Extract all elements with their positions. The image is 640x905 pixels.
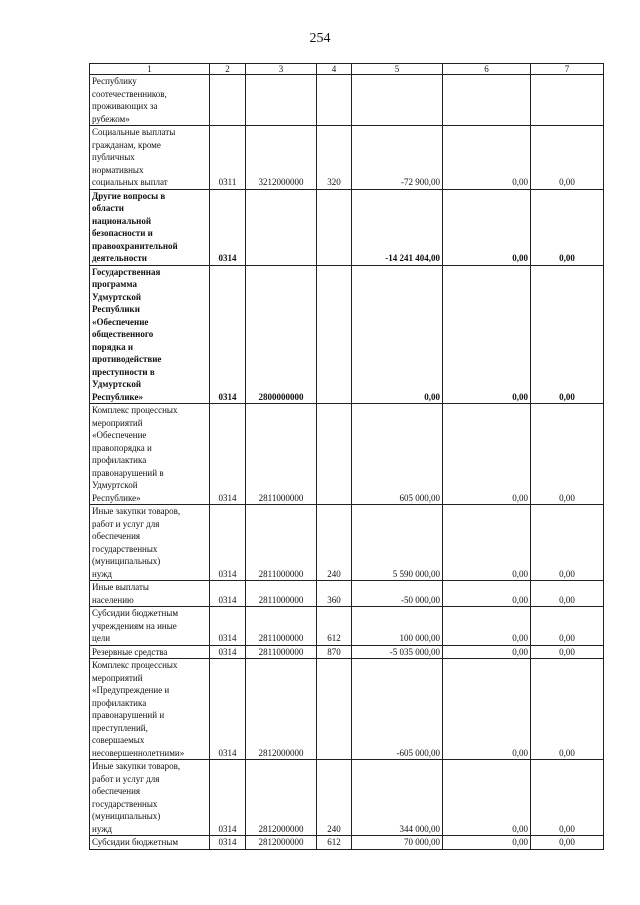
row-sum-col7: 0,00 [531,265,604,404]
row-target-article [246,75,317,126]
row-target-article: 2812000000 [246,659,317,760]
page-number: 254 [309,31,331,46]
row-sum-col7: 0,00 [531,404,604,505]
row-sum-col5: 344 000,00 [352,760,443,836]
row-name: Комплекс процессных мероприятий «Предупреждение и профилактика правонарушений и преступлений, совершаемых несовершеннолетними» [90,659,210,760]
row-target-article: 2800000000 [246,265,317,404]
table-row [90,404,604,505]
row-section-code [210,75,246,126]
row-section-code: 0314 [210,265,246,404]
row-target-article: 2811000000 [246,607,317,646]
row-expense-type [317,75,352,126]
row-sum-col5: 0,00 [352,265,443,404]
row-name: Комплекс процессных мероприятий «Обеспечение правопорядка и профилактика правонарушений в Удмуртской Республике» [90,404,210,505]
table-row [90,505,604,581]
row-sum-col5: 100 000,00 [352,607,443,646]
table-row [90,75,604,126]
row-expense-type [317,189,352,265]
table-row [90,659,604,760]
table-row [90,607,604,646]
row-sum-col7: 0,00 [531,126,604,190]
row-target-article: 2811000000 [246,404,317,505]
table-row [90,265,604,404]
row-sum-col5: -605 000,00 [352,659,443,760]
row-sum-col6: 0,00 [443,505,531,581]
row-expense-type: 612 [317,836,352,850]
row-sum-col6: 0,00 [443,404,531,505]
row-sum-col6: 0,00 [443,836,531,850]
row-target-article: 2812000000 [246,836,317,850]
row-sum-col5: -72 900,00 [352,126,443,190]
table-body [90,75,604,850]
row-expense-type [317,265,352,404]
row-sum-col6: 0,00 [443,265,531,404]
row-sum-col5: -50 000,00 [352,581,443,607]
row-sum-col7: 0,00 [531,607,604,646]
row-sum-col7: 0,00 [531,505,604,581]
row-target-article: 2811000000 [246,505,317,581]
row-sum-col5: -14 241 404,00 [352,189,443,265]
row-expense-type: 870 [317,645,352,659]
row-sum-col6: 0,00 [443,645,531,659]
table-row [90,126,604,190]
column-header: 6 [443,64,531,75]
row-sum-col6: 0,00 [443,659,531,760]
row-sum-col7: 0,00 [531,581,604,607]
row-target-article [246,189,317,265]
row-section-code: 0314 [210,581,246,607]
row-sum-col6: 0,00 [443,760,531,836]
row-expense-type: 612 [317,607,352,646]
row-name: Иные выплаты населению [90,581,210,607]
row-section-code: 0314 [210,189,246,265]
row-expense-type [317,659,352,760]
row-expense-type: 240 [317,760,352,836]
row-name: Иные закупки товаров, работ и услуг для обеспечения государственных (муниципальных) нужд [90,505,210,581]
row-section-code: 0314 [210,607,246,646]
row-target-article: 2811000000 [246,581,317,607]
column-header: 2 [210,64,246,75]
row-sum-col7: 0,00 [531,760,604,836]
row-name: Республику соотечественников, проживающих за рубежом» [90,75,210,126]
row-section-code: 0314 [210,836,246,850]
row-section-code: 0314 [210,505,246,581]
table-row [90,581,604,607]
row-sum-col5: 70 000,00 [352,836,443,850]
row-section-code: 0314 [210,645,246,659]
row-target-article: 2812000000 [246,760,317,836]
row-section-code: 0314 [210,659,246,760]
row-target-article: 2811000000 [246,645,317,659]
row-section-code: 0311 [210,126,246,190]
row-sum-col6 [443,75,531,126]
row-name: Субсидии бюджетным учреждениям на иные цели [90,607,210,646]
budget-table [89,63,604,850]
row-name: Другие вопросы в области национальной безопасности и правоохранительной деятельности [90,189,210,265]
column-header: 7 [531,64,604,75]
table-row [90,189,604,265]
row-name: Социальные выплаты гражданам, кроме публичных нормативных социальных выплат [90,126,210,190]
row-sum-col6: 0,00 [443,581,531,607]
row-target-article: 3212000000 [246,126,317,190]
row-expense-type: 240 [317,505,352,581]
row-sum-col6: 0,00 [443,126,531,190]
row-section-code: 0314 [210,760,246,836]
column-header: 4 [317,64,352,75]
row-sum-col5: 605 000,00 [352,404,443,505]
row-expense-type [317,404,352,505]
row-sum-col5: 5 590 000,00 [352,505,443,581]
row-sum-col7: 0,00 [531,836,604,850]
row-name: Иные закупки товаров, работ и услуг для обеспечения государственных (муниципальных) нужд [90,760,210,836]
row-name: Государственная программа Удмуртской Республики «Обеспечение общественного порядка и противодействие преступности в Удмуртской Республике» [90,265,210,404]
row-sum-col6: 0,00 [443,607,531,646]
row-sum-col7 [531,75,604,126]
table-row [90,760,604,836]
column-header: 5 [352,64,443,75]
row-sum-col5 [352,75,443,126]
row-expense-type: 360 [317,581,352,607]
table-row [90,645,604,659]
row-name: Субсидии бюджетным [90,836,210,850]
row-expense-type: 320 [317,126,352,190]
row-section-code: 0314 [210,404,246,505]
row-sum-col7: 0,00 [531,659,604,760]
row-name: Резервные средства [90,645,210,659]
row-sum-col6: 0,00 [443,189,531,265]
row-sum-col7: 0,00 [531,645,604,659]
column-header: 1 [90,64,210,75]
row-sum-col7: 0,00 [531,189,604,265]
row-sum-col5: -5 035 000,00 [352,645,443,659]
column-header: 3 [246,64,317,75]
table-row [90,836,604,850]
table-header [90,64,604,75]
header-row [90,64,604,75]
